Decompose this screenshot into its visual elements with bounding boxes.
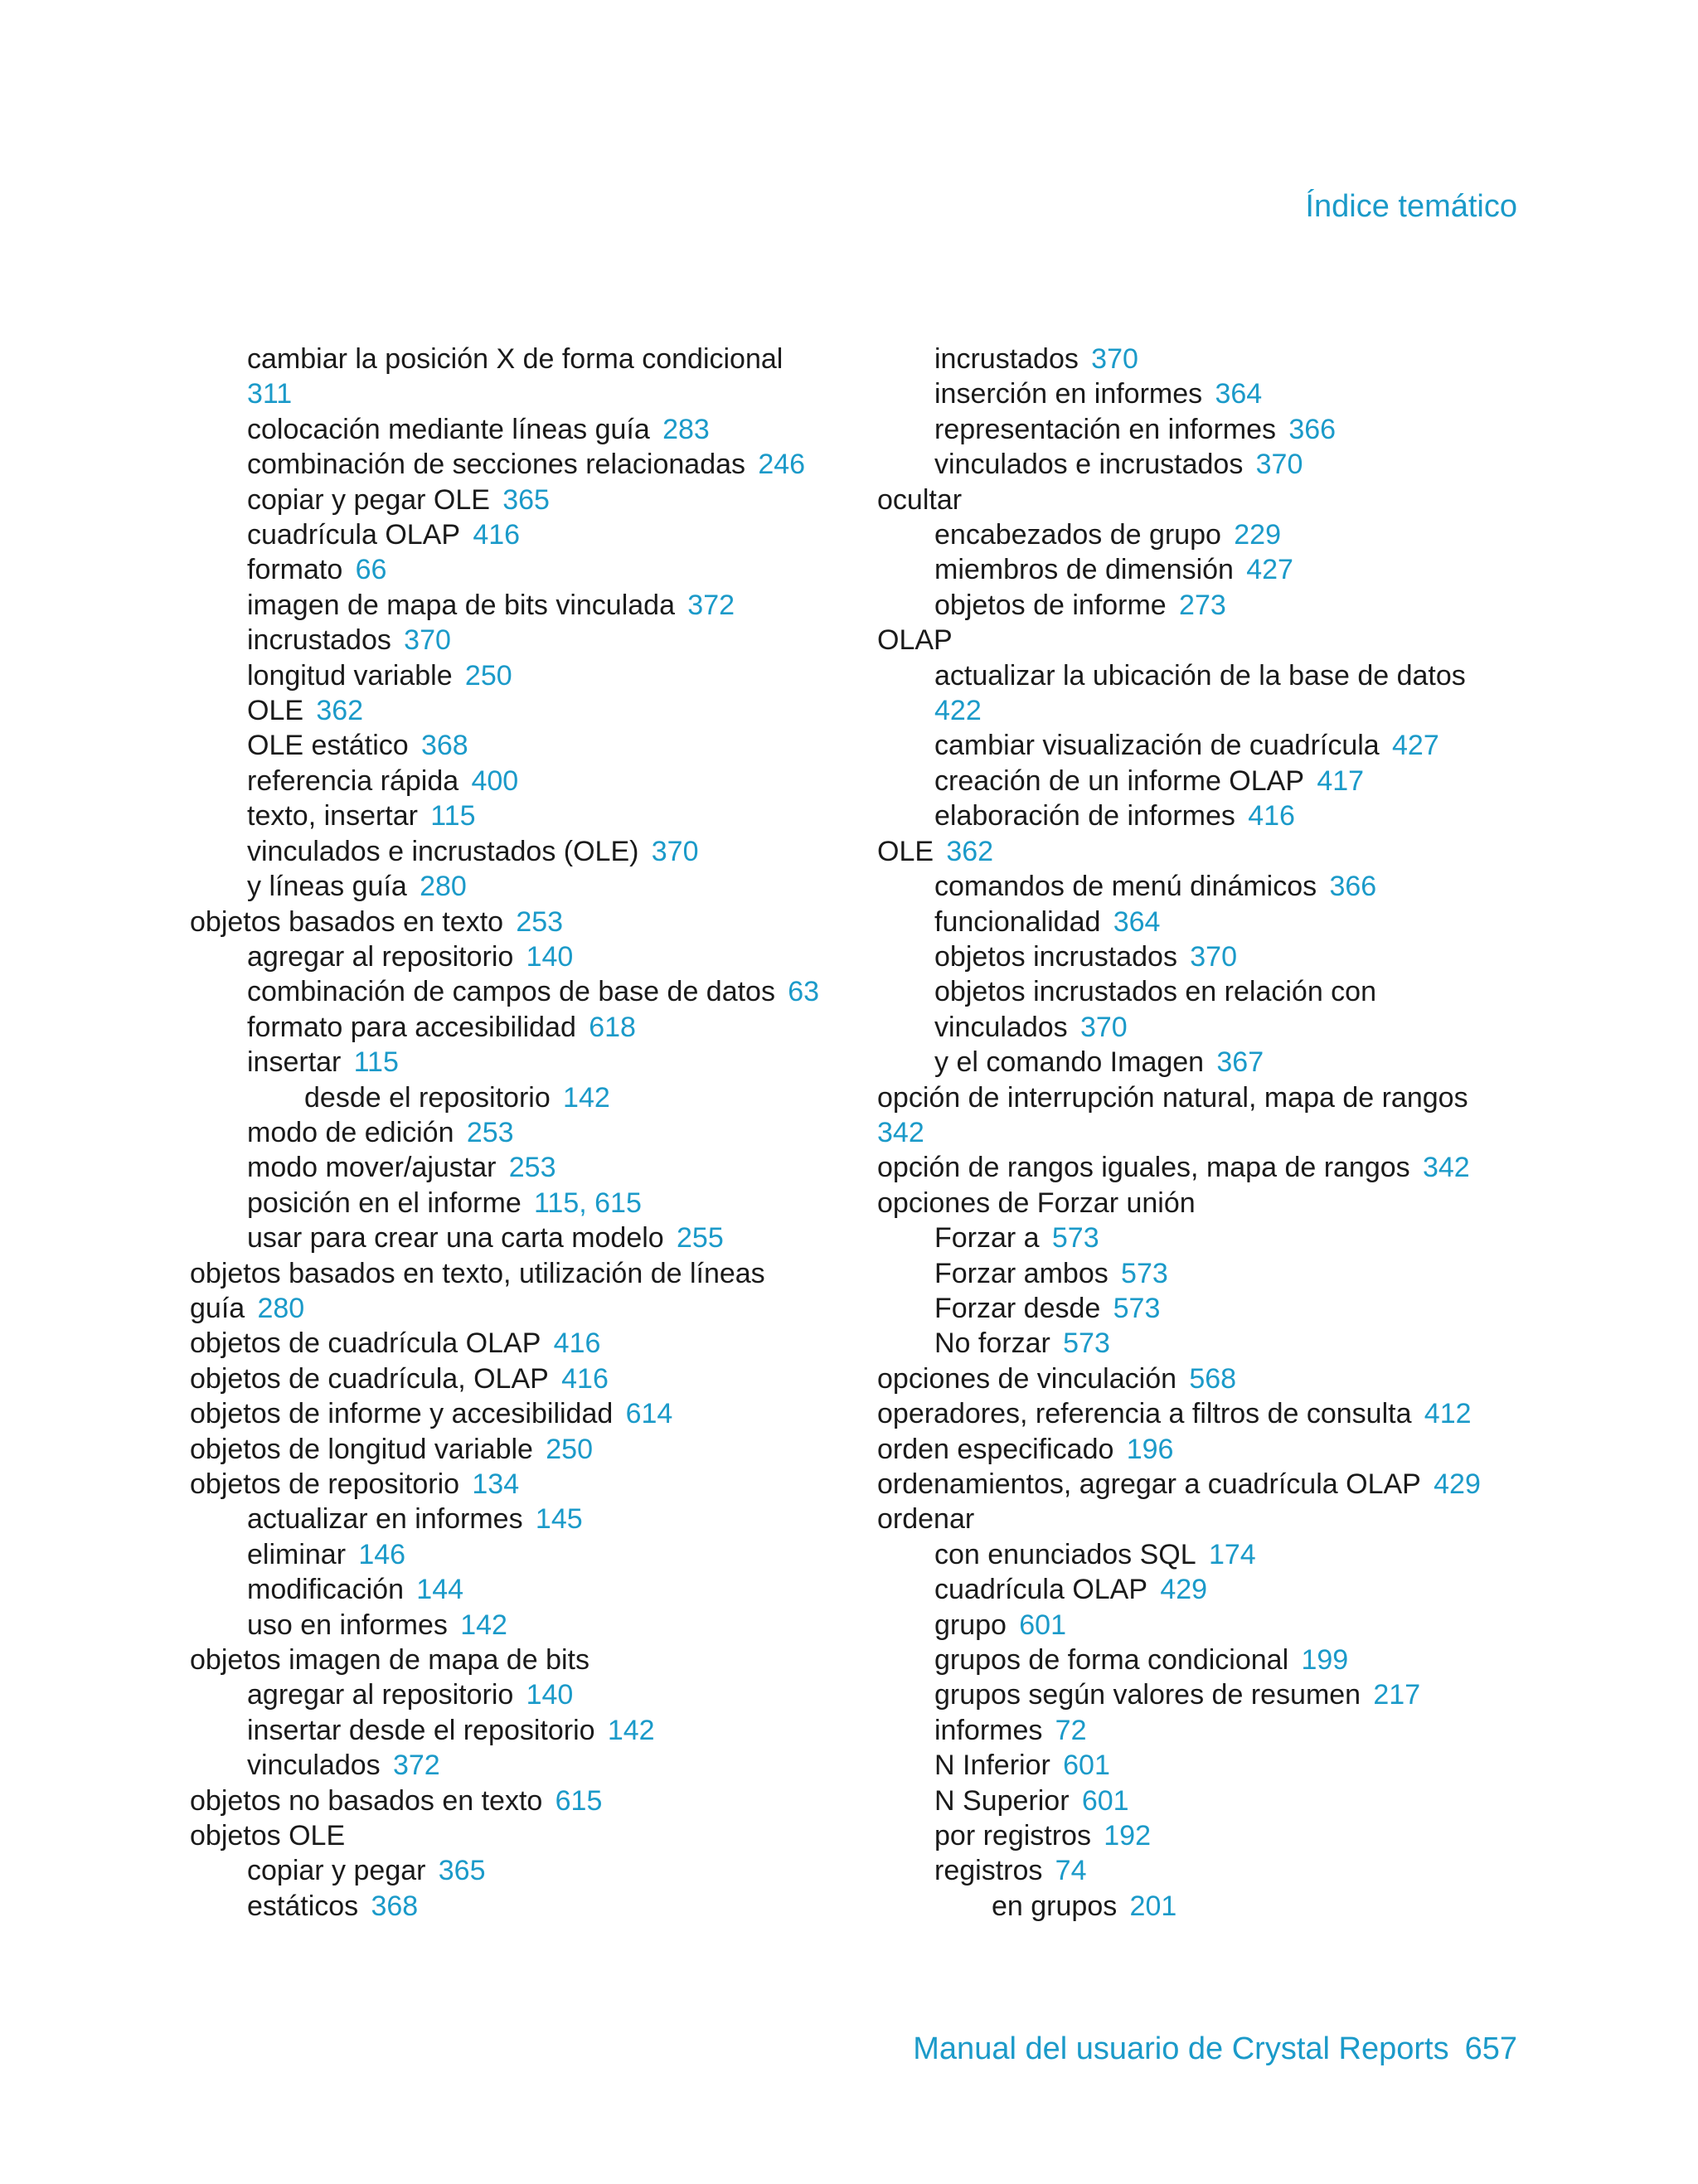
index-term: copiar y pegar OLE <box>247 483 490 516</box>
index-entry <box>190 1045 853 1080</box>
index-term: objetos incrustados <box>934 940 1177 973</box>
page-reference-link[interactable]: 115, 615 <box>534 1187 642 1219</box>
index-term: objetos basados en texto, utilización de líneas <box>190 1257 765 1289</box>
index-entry <box>877 1748 1540 1783</box>
index-term: objetos de informe <box>934 589 1167 621</box>
index-term: informes <box>934 1714 1043 1746</box>
index-term: cuadrícula OLAP <box>247 519 461 551</box>
page-reference-link[interactable]: 364 <box>1113 905 1161 938</box>
index-term: encabezados de grupo <box>934 519 1221 551</box>
index-entry <box>877 342 1540 376</box>
index-term: desde el repositorio <box>304 1081 551 1114</box>
index-term: colocación mediante líneas guía <box>247 413 650 445</box>
index-column-right <box>877 342 1540 1924</box>
index-term: OLE <box>877 835 934 867</box>
index-entry <box>190 1784 853 1818</box>
page-reference-link[interactable]: 74 <box>1055 1855 1087 1887</box>
page-reference-link[interactable]: 370 <box>404 624 451 657</box>
page-reference-link[interactable]: 253 <box>516 905 564 938</box>
index-term: texto, insertar <box>247 800 418 832</box>
page-reference-link[interactable]: 573 <box>1063 1327 1110 1360</box>
index-entry <box>190 412 853 447</box>
index-term: opción de interrupción natural, mapa de rangos <box>877 1081 1468 1114</box>
index-entry <box>190 1677 853 1712</box>
index-entry <box>190 798 853 833</box>
index-term: modo mover/ajustar <box>247 1152 497 1184</box>
index-term: combinación de secciones relacionadas <box>247 449 746 481</box>
page-reference-link[interactable]: 66 <box>355 554 387 586</box>
page-reference-link[interactable]: 601 <box>1063 1750 1110 1782</box>
index-term: representación en informes <box>934 413 1277 445</box>
page-reference-link[interactable]: 144 <box>416 1574 464 1606</box>
index-term: formato <box>247 554 343 586</box>
index-term: OLE estático <box>247 730 409 762</box>
index-term: Forzar a <box>934 1222 1040 1255</box>
page-reference-link[interactable]: 311 <box>247 378 293 410</box>
index-term: OLE <box>247 695 304 727</box>
index-entry <box>877 447 1540 482</box>
index-entry <box>190 1818 853 1853</box>
index-entry <box>877 1572 1540 1607</box>
index-term: registros <box>934 1855 1043 1887</box>
page-reference-link[interactable]: 573 <box>1121 1257 1168 1289</box>
index-term: ocultar <box>877 483 963 516</box>
index-term: opción de rangos iguales, mapa de rangos <box>877 1152 1410 1184</box>
index-entry <box>877 1608 1540 1643</box>
index-entry <box>190 939 853 974</box>
index-entry <box>190 1150 853 1185</box>
index-entry <box>877 1677 1540 1712</box>
index-entry <box>877 1396 1540 1431</box>
index-term: comandos de menú dinámicos <box>934 871 1317 903</box>
index-entry <box>190 728 853 763</box>
index-term: y líneas guía <box>247 871 407 903</box>
index-entry <box>877 1784 1540 1818</box>
page-reference-link[interactable]: 250 <box>546 1433 593 1465</box>
page-reference-link[interactable]: 370 <box>651 835 699 867</box>
index-entry <box>190 447 853 482</box>
index-entry <box>877 1115 1540 1150</box>
index-term: operadores, referencia a filtros de consulta <box>877 1398 1412 1430</box>
index-entry <box>190 1572 853 1607</box>
page-reference-link[interactable]: 146 <box>358 1538 406 1570</box>
index-entry <box>190 1115 853 1150</box>
index-term: grupos de forma condicional <box>934 1644 1289 1677</box>
index-term: posición en el informe <box>247 1187 522 1219</box>
index-term: N Superior <box>934 1784 1070 1817</box>
page-reference-link[interactable]: 601 <box>1081 1784 1129 1817</box>
index-entry <box>877 1010 1540 1045</box>
page-reference-link[interactable]: 174 <box>1208 1538 1256 1570</box>
page-reference-link[interactable]: 145 <box>535 1503 583 1536</box>
index-entry <box>190 1291 853 1326</box>
page-reference-link[interactable]: 196 <box>1126 1433 1174 1465</box>
page-reference-link[interactable]: 199 <box>1301 1644 1349 1677</box>
page-reference-link[interactable]: 429 <box>1160 1574 1208 1606</box>
page-reference-link[interactable]: 372 <box>687 589 735 621</box>
index-term: insertar desde el repositorio <box>247 1714 595 1746</box>
index-entry <box>877 552 1540 587</box>
index-term: insertar <box>247 1046 342 1079</box>
page-reference-link[interactable]: 253 <box>466 1116 514 1148</box>
page-reference-link[interactable]: 573 <box>1051 1222 1099 1255</box>
page-reference-link[interactable]: 142 <box>460 1609 507 1641</box>
index-entry <box>877 483 1540 517</box>
index-term: miembros de dimensión <box>934 554 1234 586</box>
index-term: objetos imagen de mapa de bits <box>190 1644 589 1677</box>
page-reference-link[interactable]: 250 <box>464 659 512 692</box>
index-term: estáticos <box>247 1890 359 1922</box>
index-term: ordenar <box>877 1503 975 1536</box>
page-reference-link[interactable]: 568 <box>1189 1362 1237 1395</box>
index-term: longitud variable <box>247 659 453 692</box>
index-term: opciones de Forzar unión <box>877 1187 1196 1219</box>
index-term: vinculados e incrustados <box>934 449 1244 481</box>
index-entry <box>877 623 1540 658</box>
page-reference-link[interactable]: 134 <box>472 1468 520 1500</box>
index-entry <box>877 1713 1540 1748</box>
index-entry <box>877 1186 1540 1221</box>
index-term: cambiar visualización de cuadrícula <box>934 730 1380 762</box>
index-term: opciones de vinculación <box>877 1362 1177 1395</box>
page-reference-link[interactable]: 365 <box>438 1855 486 1887</box>
index-entry <box>877 693 1540 728</box>
page-reference-link[interactable]: 618 <box>589 1011 636 1043</box>
page-reference-link[interactable]: 246 <box>758 449 806 481</box>
index-entry <box>190 1010 853 1045</box>
page-reference-link[interactable]: 368 <box>420 730 468 762</box>
index-term: objetos de repositorio <box>190 1468 460 1500</box>
index-entry <box>877 798 1540 833</box>
page-reference-link[interactable]: 342 <box>877 1116 924 1148</box>
index-entry <box>190 834 853 869</box>
index-term: por registros <box>934 1820 1091 1852</box>
page-reference-link[interactable]: 273 <box>1179 589 1226 621</box>
index-term: modo de edición <box>247 1116 454 1148</box>
index-entry <box>190 869 853 904</box>
index-column-left <box>190 342 853 1924</box>
page-reference-link[interactable]: 280 <box>257 1292 305 1324</box>
index-entry <box>877 376 1540 411</box>
index-entry <box>877 728 1540 763</box>
index-entry <box>877 1045 1540 1080</box>
index-entry <box>190 623 853 658</box>
page-reference-link[interactable]: 429 <box>1434 1468 1481 1500</box>
index-entry <box>877 1291 1540 1326</box>
page-reference-link[interactable]: 370 <box>1190 940 1237 973</box>
index-term: Forzar ambos <box>934 1257 1109 1289</box>
index-entry <box>190 1361 853 1396</box>
index-entry <box>877 1467 1540 1502</box>
index-entry <box>877 974 1540 1009</box>
index-entry <box>190 517 853 552</box>
page-reference-link[interactable]: 63 <box>788 976 820 1008</box>
page-reference-link[interactable]: 192 <box>1104 1820 1151 1852</box>
page-reference-link[interactable]: 573 <box>1113 1292 1161 1324</box>
page-reference-link[interactable]: 416 <box>1248 800 1295 832</box>
page-reference-link[interactable]: 140 <box>526 1679 574 1711</box>
index-term: imagen de mapa de bits vinculada <box>247 589 675 621</box>
page-reference-link[interactable]: 370 <box>1091 343 1138 375</box>
page-reference-link[interactable]: 427 <box>1392 730 1439 762</box>
index-term: en grupos <box>992 1890 1118 1922</box>
index-entry <box>190 1396 853 1431</box>
index-term: modificación <box>247 1574 404 1606</box>
page-reference-link[interactable]: 614 <box>625 1398 673 1430</box>
page-reference-link[interactable]: 427 <box>1246 554 1293 586</box>
index-term: vinculados <box>247 1750 381 1782</box>
index-term: Forzar desde <box>934 1292 1101 1324</box>
index-entry <box>190 905 853 939</box>
page-reference-link[interactable]: 253 <box>508 1152 556 1184</box>
index-term: objetos de longitud variable <box>190 1433 533 1465</box>
index-entry <box>877 764 1540 798</box>
page-reference-link[interactable]: 370 <box>1079 1011 1128 1043</box>
index-term: actualizar la ubicación de la base de datos <box>934 659 1466 692</box>
page-reference-link[interactable]: 115 <box>353 1046 399 1079</box>
index-entry <box>877 939 1540 974</box>
index-entry <box>190 1537 853 1572</box>
index-term: funcionalidad <box>934 905 1101 938</box>
index-entry <box>877 658 1540 693</box>
page-footer <box>913 2031 1517 2067</box>
index-term: agregar al repositorio <box>247 1679 514 1711</box>
index-term: elaboración de informes <box>934 800 1235 832</box>
page-reference-link[interactable]: 229 <box>1234 519 1281 551</box>
page-reference-link[interactable]: 400 <box>471 764 519 797</box>
index-term: eliminar <box>247 1538 347 1570</box>
index-entry <box>877 1889 1540 1924</box>
index-entry <box>190 552 853 587</box>
index-term: copiar y pegar <box>247 1855 426 1887</box>
index-entry <box>190 693 853 728</box>
index-term: objetos de cuadrícula, OLAP <box>190 1362 549 1395</box>
page-reference-link[interactable]: 142 <box>607 1714 655 1746</box>
index-term: objetos no basados en texto <box>190 1784 543 1817</box>
index-entry <box>877 1150 1540 1185</box>
index-entry <box>190 1432 853 1467</box>
index-entry <box>877 1502 1540 1536</box>
index-term: objetos de cuadrícula OLAP <box>190 1327 541 1360</box>
page-reference-link[interactable]: 72 <box>1055 1714 1087 1746</box>
index-term: objetos basados en texto <box>190 905 504 938</box>
index-entry <box>877 517 1540 552</box>
index-entry <box>877 412 1540 447</box>
index-term: objetos de informe y accesibilidad <box>190 1398 614 1430</box>
page-reference-link[interactable]: 422 <box>934 695 982 727</box>
index-entry <box>190 1256 853 1291</box>
index-entry <box>190 483 853 517</box>
page-reference-link[interactable]: 367 <box>1216 1046 1264 1079</box>
page-reference-link[interactable]: 280 <box>420 871 467 903</box>
index-term: creación de un informe OLAP <box>934 764 1305 797</box>
page-reference-link[interactable]: 342 <box>1422 1152 1470 1184</box>
index-entry <box>190 1853 853 1888</box>
page-number: 657 <box>1464 2031 1517 2066</box>
index-entry <box>190 1186 853 1221</box>
index-term: inserción en informes <box>934 378 1203 410</box>
index-term: con enunciados SQL <box>934 1538 1196 1570</box>
page-reference-link[interactable]: 366 <box>1329 871 1377 903</box>
index-term: actualizar en informes <box>247 1503 523 1536</box>
index-term: uso en informes <box>247 1609 448 1641</box>
page-reference-link[interactable]: 372 <box>392 1750 440 1782</box>
index-entry <box>190 1221 853 1255</box>
index-entry <box>877 1537 1540 1572</box>
page-reference-link[interactable]: 217 <box>1373 1679 1421 1711</box>
index-entry <box>190 974 853 1009</box>
index-entry <box>190 658 853 693</box>
book-title: Manual del usuario de Crystal Reports <box>913 2031 1449 2066</box>
index-entry <box>877 1326 1540 1361</box>
page-reference-link[interactable]: 368 <box>371 1890 419 1922</box>
index-term: No forzar <box>934 1327 1050 1360</box>
page-reference-link[interactable]: 255 <box>677 1222 724 1255</box>
index-entry <box>190 1502 853 1536</box>
index-entry <box>190 1889 853 1924</box>
index-entry <box>190 342 853 376</box>
index-entry <box>877 1221 1540 1255</box>
index-entry <box>877 588 1540 623</box>
page-reference-link[interactable]: 283 <box>662 413 710 445</box>
index-term: cuadrícula OLAP <box>934 1574 1148 1606</box>
page-reference-link[interactable]: 364 <box>1215 378 1263 410</box>
index-term: usar para crear una carta modelo <box>247 1222 664 1255</box>
index-term: agregar al repositorio <box>247 940 514 973</box>
index-entry <box>190 1326 853 1361</box>
index-term: orden especificado <box>877 1433 1114 1465</box>
index-term: incrustados <box>934 343 1079 375</box>
index-term: vinculados <box>934 1011 1068 1043</box>
index-entry <box>190 1748 853 1783</box>
index-term: N Inferior <box>934 1750 1050 1782</box>
index-entry <box>877 1643 1540 1677</box>
index-term: incrustados <box>247 624 391 657</box>
index-entry <box>877 1818 1540 1853</box>
index-term: OLAP <box>877 624 953 657</box>
running-header: Índice temático <box>1305 189 1517 224</box>
page-reference-link[interactable]: 362 <box>946 835 994 867</box>
index-entry <box>190 1713 853 1748</box>
index-term: combinación de campos de base de datos <box>247 976 775 1008</box>
page-reference-link[interactable]: 370 <box>1255 449 1303 481</box>
page-reference-link[interactable]: 140 <box>526 940 574 973</box>
index-term: formato para accesibilidad <box>247 1011 576 1043</box>
index-term: ordenamientos, agregar a cuadrícula OLAP <box>877 1468 1421 1500</box>
index-term: grupo <box>934 1609 1007 1641</box>
index-entry <box>877 869 1540 904</box>
page-reference-link[interactable]: 615 <box>555 1784 603 1817</box>
page-reference-link[interactable]: 416 <box>561 1362 609 1395</box>
index-term: objetos incrustados en relación con <box>934 976 1376 1008</box>
index-entry <box>190 1643 853 1677</box>
index-entry <box>877 1080 1540 1115</box>
page-reference-link[interactable]: 416 <box>473 519 521 551</box>
page-reference-link[interactable]: 201 <box>1129 1890 1177 1922</box>
index-entry <box>877 1361 1540 1396</box>
index-entry <box>877 1853 1540 1888</box>
index-term: objetos OLE <box>190 1820 346 1852</box>
index-entry <box>877 1256 1540 1291</box>
page-reference-link[interactable]: 115 <box>430 800 476 832</box>
index-term: cambiar la posición X de forma condicional <box>247 343 784 375</box>
index-term: guía <box>190 1292 245 1324</box>
index-entry <box>190 588 853 623</box>
page-reference-link[interactable]: 417 <box>1317 764 1365 797</box>
index-entry <box>190 1080 853 1115</box>
page-reference-link[interactable]: 365 <box>502 483 550 516</box>
page-reference-link[interactable]: 142 <box>563 1081 610 1114</box>
index-entry <box>877 1432 1540 1467</box>
page-reference-link[interactable]: 362 <box>316 695 364 727</box>
index-entry <box>190 1608 853 1643</box>
index-term: y el comando Imagen <box>934 1046 1205 1079</box>
index-term: vinculados e incrustados (OLE) <box>247 835 639 867</box>
index-entry <box>190 764 853 798</box>
page-reference-link[interactable]: 601 <box>1019 1609 1066 1641</box>
index-entry <box>877 905 1540 939</box>
index-entry <box>190 1467 853 1502</box>
index-term: referencia rápida <box>247 764 459 797</box>
index-entry <box>190 376 853 411</box>
page-reference-link[interactable]: 366 <box>1288 413 1337 445</box>
page-reference-link[interactable]: 416 <box>553 1327 601 1360</box>
index-entry <box>877 834 1540 869</box>
index-term: grupos según valores de resumen <box>934 1679 1361 1711</box>
page-reference-link[interactable]: 412 <box>1424 1398 1472 1430</box>
